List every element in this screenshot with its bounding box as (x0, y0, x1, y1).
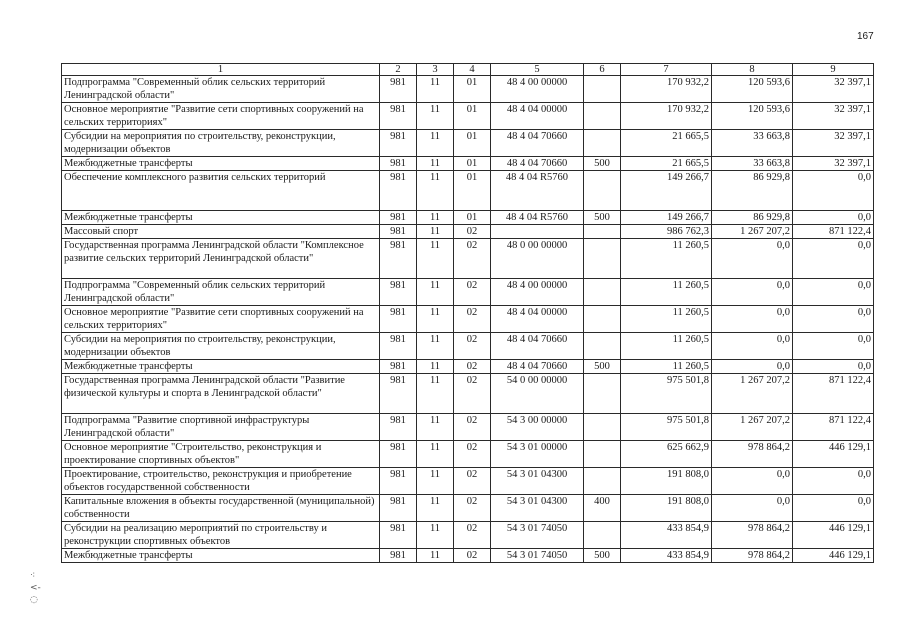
amount-col9-cell: 32 397,1 (793, 157, 874, 171)
expense-type-cell (584, 171, 621, 211)
expense-type-cell (584, 522, 621, 549)
amount-col9-cell: 0,0 (793, 495, 874, 522)
expense-type-cell: 400 (584, 495, 621, 522)
admin-code-cell: 981 (380, 103, 417, 130)
table-row (62, 306, 874, 333)
amount-col7-cell: 170 932,2 (621, 103, 712, 130)
table-row (62, 522, 874, 549)
admin-code-cell: 981 (380, 306, 417, 333)
expense-type-cell (584, 225, 621, 239)
row-name-cell: Государственная программа Ленинградской области "Развитие физической культуры и спорта в Ленинградской области" (62, 374, 380, 414)
amount-col8-cell: 978 864,2 (712, 522, 793, 549)
table-row (62, 130, 874, 157)
subsection-cell: 02 (454, 239, 491, 279)
target-article-cell: 48 0 00 00000 (491, 239, 584, 279)
amount-col9-cell: 32 397,1 (793, 130, 874, 157)
amount-col8-cell: 1 267 207,2 (712, 225, 793, 239)
column-header: 1 (62, 64, 380, 76)
amount-col7-cell: 191 808,0 (621, 495, 712, 522)
admin-code-cell: 981 (380, 225, 417, 239)
target-article-cell: 54 3 01 74050 (491, 549, 584, 563)
table-row (62, 468, 874, 495)
expense-type-cell: 500 (584, 157, 621, 171)
row-name-cell: Капитальные вложения в объекты государственной (муниципальной) собственности (62, 495, 380, 522)
admin-code-cell: 981 (380, 239, 417, 279)
amount-col9-cell: 32 397,1 (793, 103, 874, 130)
column-header: 2 (380, 64, 417, 76)
amount-col7-cell: 11 260,5 (621, 360, 712, 374)
target-article-cell: 48 4 04 70660 (491, 157, 584, 171)
subsection-cell: 01 (454, 76, 491, 103)
amount-col8-cell: 0,0 (712, 306, 793, 333)
subsection-cell: 02 (454, 333, 491, 360)
section-cell: 11 (417, 414, 454, 441)
admin-code-cell: 981 (380, 495, 417, 522)
column-header: 5 (491, 64, 584, 76)
admin-code-cell: 981 (380, 549, 417, 563)
amount-col9-cell: 0,0 (793, 306, 874, 333)
amount-col7-cell: 625 662,9 (621, 441, 712, 468)
amount-col8-cell: 1 267 207,2 (712, 414, 793, 441)
table-row (62, 171, 874, 211)
table-row (62, 360, 874, 374)
row-name-cell: Субсидии на реализацию мероприятий по строительству и реконструкции спортивных объектов (62, 522, 380, 549)
admin-code-cell: 981 (380, 522, 417, 549)
amount-col7-cell: 11 260,5 (621, 333, 712, 360)
table-row (62, 441, 874, 468)
target-article-cell: 48 4 04 R5760 (491, 171, 584, 211)
column-header: 9 (793, 64, 874, 76)
subsection-cell: 01 (454, 171, 491, 211)
amount-col9-cell: 0,0 (793, 468, 874, 495)
target-article-cell: 48 4 04 R5760 (491, 211, 584, 225)
amount-col9-cell: 446 129,1 (793, 441, 874, 468)
subsection-cell: 02 (454, 549, 491, 563)
section-cell: 11 (417, 495, 454, 522)
amount-col9-cell: 32 397,1 (793, 76, 874, 103)
subsection-cell: 02 (454, 279, 491, 306)
expense-type-cell (584, 103, 621, 130)
amount-col9-cell: 0,0 (793, 279, 874, 306)
row-name-cell: Проектирование, строительство, реконструкция и приобретение объектов государственной собственности (62, 468, 380, 495)
expense-type-cell (584, 414, 621, 441)
column-header: 4 (454, 64, 491, 76)
table-row (62, 225, 874, 239)
table-row (62, 103, 874, 130)
admin-code-cell: 981 (380, 76, 417, 103)
row-name-cell: Подпрограмма "Современный облик сельских территорий Ленинградской области" (62, 76, 380, 103)
subsection-cell: 02 (454, 374, 491, 414)
row-name-cell: Основное мероприятие "Развитие сети спортивных сооружений на сельских территориях" (62, 306, 380, 333)
amount-col8-cell: 86 929,8 (712, 211, 793, 225)
row-name-cell: Межбюджетные трансферты (62, 157, 380, 171)
admin-code-cell: 981 (380, 414, 417, 441)
amount-col9-cell: 871 122,4 (793, 374, 874, 414)
amount-col7-cell: 21 665,5 (621, 130, 712, 157)
admin-code-cell: 981 (380, 279, 417, 306)
section-cell: 11 (417, 441, 454, 468)
section-cell: 11 (417, 211, 454, 225)
amount-col8-cell: 86 929,8 (712, 171, 793, 211)
row-name-cell: Подпрограмма "Современный облик сельских территорий Ленинградской области" (62, 279, 380, 306)
table-row (62, 414, 874, 441)
target-article-cell: 48 4 04 70660 (491, 360, 584, 374)
row-name-cell: Основное мероприятие "Развитие сети спортивных сооружений на сельских территориях" (62, 103, 380, 130)
column-header: 3 (417, 64, 454, 76)
section-cell: 11 (417, 360, 454, 374)
page-number: 167 (857, 31, 874, 42)
admin-code-cell: 981 (380, 468, 417, 495)
target-article-cell: 54 0 00 00000 (491, 374, 584, 414)
subsection-cell: 02 (454, 495, 491, 522)
subsection-cell: 01 (454, 103, 491, 130)
table-row (62, 279, 874, 306)
table-row (62, 495, 874, 522)
expense-type-cell (584, 239, 621, 279)
amount-col8-cell: 0,0 (712, 495, 793, 522)
target-article-cell: 54 3 01 04300 (491, 495, 584, 522)
target-article-cell: 48 4 04 70660 (491, 130, 584, 157)
admin-code-cell: 981 (380, 333, 417, 360)
row-name-cell: Субсидии на мероприятия по строительству, реконструкции, модернизации объектов (62, 333, 380, 360)
target-article-cell: 48 4 00 00000 (491, 279, 584, 306)
expense-type-cell (584, 374, 621, 414)
amount-col9-cell: 871 122,4 (793, 414, 874, 441)
amount-col9-cell: 871 122,4 (793, 225, 874, 239)
amount-col9-cell: 0,0 (793, 333, 874, 360)
column-header: 8 (712, 64, 793, 76)
admin-code-cell: 981 (380, 211, 417, 225)
amount-col7-cell: 191 808,0 (621, 468, 712, 495)
amount-col9-cell: 0,0 (793, 171, 874, 211)
target-article-cell: 54 3 00 00000 (491, 414, 584, 441)
amount-col7-cell: 11 260,5 (621, 306, 712, 333)
amount-col9-cell: 446 129,1 (793, 549, 874, 563)
amount-col7-cell: 433 854,9 (621, 522, 712, 549)
row-name-cell: Государственная программа Ленинградской области "Комплексное развитие сельских территорий Ленинградской области" (62, 239, 380, 279)
target-article-cell: 54 3 01 04300 (491, 468, 584, 495)
table-row (62, 549, 874, 563)
admin-code-cell: 981 (380, 157, 417, 171)
amount-col7-cell: 433 854,9 (621, 549, 712, 563)
table-row (62, 333, 874, 360)
table-row (62, 157, 874, 171)
subsection-cell: 02 (454, 360, 491, 374)
row-name-cell: Межбюджетные трансферты (62, 549, 380, 563)
admin-code-cell: 981 (380, 171, 417, 211)
amount-col8-cell: 0,0 (712, 360, 793, 374)
amount-col9-cell: 446 129,1 (793, 522, 874, 549)
section-cell: 11 (417, 239, 454, 279)
row-name-cell: Обеспечение комплексного развития сельских территорий (62, 171, 380, 211)
target-article-cell: 48 4 04 00000 (491, 103, 584, 130)
amount-col8-cell: 120 593,6 (712, 76, 793, 103)
amount-col7-cell: 149 266,7 (621, 171, 712, 211)
expense-type-cell: 500 (584, 549, 621, 563)
amount-col8-cell: 120 593,6 (712, 103, 793, 130)
amount-col8-cell: 0,0 (712, 468, 793, 495)
section-cell: 11 (417, 549, 454, 563)
expense-type-cell (584, 306, 621, 333)
target-article-cell: 48 4 00 00000 (491, 76, 584, 103)
admin-code-cell: 981 (380, 360, 417, 374)
amount-col7-cell: 170 932,2 (621, 76, 712, 103)
expense-type-cell (584, 130, 621, 157)
amount-col7-cell: 11 260,5 (621, 239, 712, 279)
expense-type-cell (584, 441, 621, 468)
amount-col8-cell: 0,0 (712, 279, 793, 306)
section-cell: 11 (417, 522, 454, 549)
subsection-cell: 01 (454, 211, 491, 225)
amount-col8-cell: 33 663,8 (712, 130, 793, 157)
row-name-cell: Массовый спорт (62, 225, 380, 239)
expense-type-cell (584, 76, 621, 103)
row-name-cell: Межбюджетные трансферты (62, 211, 380, 225)
table-row (62, 374, 874, 414)
subsection-cell: 02 (454, 468, 491, 495)
expense-type-cell: 500 (584, 211, 621, 225)
section-cell: 11 (417, 225, 454, 239)
admin-code-cell: 981 (380, 441, 417, 468)
section-cell: 11 (417, 76, 454, 103)
section-cell: 11 (417, 333, 454, 360)
budget-table (61, 63, 874, 563)
subsection-cell: 02 (454, 441, 491, 468)
subsection-cell: 02 (454, 522, 491, 549)
admin-code-cell: 981 (380, 130, 417, 157)
table-row (62, 211, 874, 225)
column-header: 6 (584, 64, 621, 76)
target-article-cell (491, 225, 584, 239)
section-cell: 11 (417, 306, 454, 333)
target-article-cell: 54 3 01 00000 (491, 441, 584, 468)
subsection-cell: 02 (454, 306, 491, 333)
amount-col8-cell: 978 864,2 (712, 441, 793, 468)
margin-marks: ⁖ <‑ ◌ (30, 571, 41, 605)
amount-col8-cell: 0,0 (712, 239, 793, 279)
amount-col9-cell: 0,0 (793, 239, 874, 279)
target-article-cell: 48 4 04 70660 (491, 333, 584, 360)
expense-type-cell (584, 279, 621, 306)
row-name-cell: Основное мероприятие "Строительство, реконструкция и проектирование спортивных объектов" (62, 441, 380, 468)
amount-col7-cell: 149 266,7 (621, 211, 712, 225)
subsection-cell: 01 (454, 130, 491, 157)
row-name-cell: Подпрограмма "Развитие спортивной инфраструктуры Ленинградской области" (62, 414, 380, 441)
target-article-cell: 54 3 01 74050 (491, 522, 584, 549)
amount-col8-cell: 978 864,2 (712, 549, 793, 563)
section-cell: 11 (417, 103, 454, 130)
amount-col8-cell: 33 663,8 (712, 157, 793, 171)
section-cell: 11 (417, 468, 454, 495)
subsection-cell: 02 (454, 225, 491, 239)
section-cell: 11 (417, 130, 454, 157)
row-name-cell: Межбюджетные трансферты (62, 360, 380, 374)
subsection-cell: 01 (454, 157, 491, 171)
expense-type-cell (584, 333, 621, 360)
table-row (62, 239, 874, 279)
amount-col9-cell: 0,0 (793, 360, 874, 374)
table-row (62, 76, 874, 103)
column-header: 7 (621, 64, 712, 76)
subsection-cell: 02 (454, 414, 491, 441)
amount-col7-cell: 11 260,5 (621, 279, 712, 306)
expense-type-cell: 500 (584, 360, 621, 374)
section-cell: 11 (417, 374, 454, 414)
target-article-cell: 48 4 04 00000 (491, 306, 584, 333)
section-cell: 11 (417, 171, 454, 211)
amount-col9-cell: 0,0 (793, 211, 874, 225)
amount-col7-cell: 975 501,8 (621, 414, 712, 441)
amount-col8-cell: 1 267 207,2 (712, 374, 793, 414)
row-name-cell: Субсидии на мероприятия по строительству, реконструкции, модернизации объектов (62, 130, 380, 157)
amount-col8-cell: 0,0 (712, 333, 793, 360)
expense-type-cell (584, 468, 621, 495)
amount-col7-cell: 975 501,8 (621, 374, 712, 414)
admin-code-cell: 981 (380, 374, 417, 414)
section-cell: 11 (417, 157, 454, 171)
amount-col7-cell: 986 762,3 (621, 225, 712, 239)
amount-col7-cell: 21 665,5 (621, 157, 712, 171)
section-cell: 11 (417, 279, 454, 306)
column-number-row (62, 64, 874, 76)
